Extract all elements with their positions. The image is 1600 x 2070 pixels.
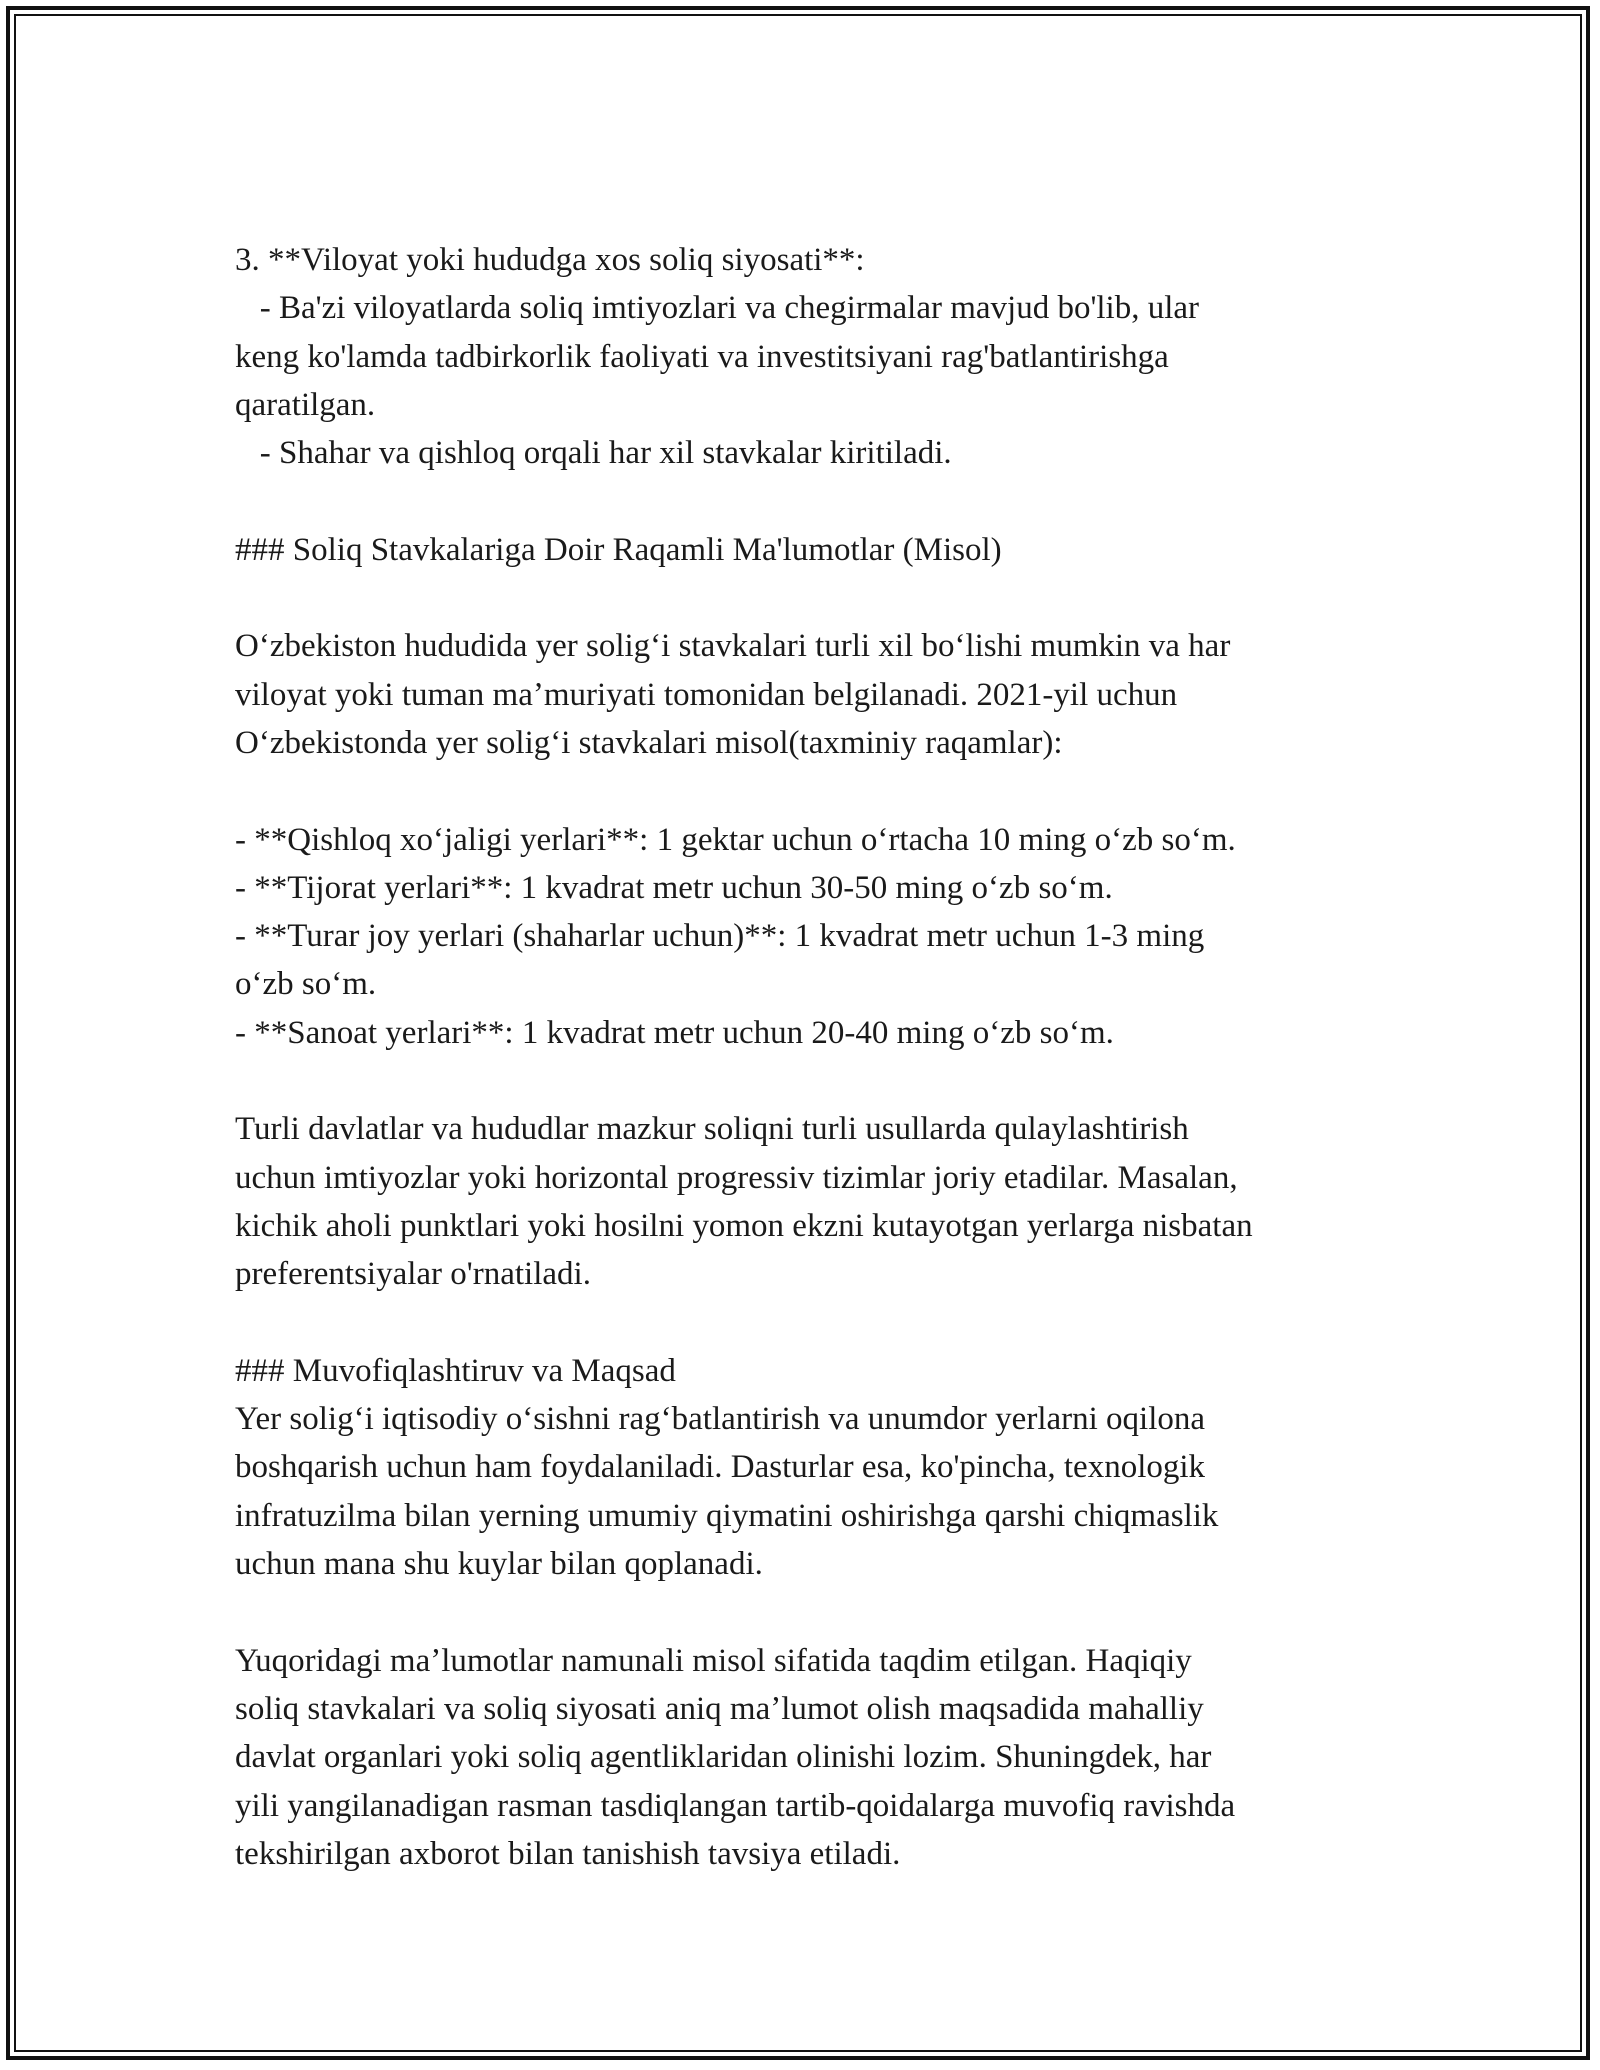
text-line: 3. **Viloyat yoki hududga xos soliq siyosati**: <box>235 242 865 278</box>
section-heading: ### Muvofiqlashtiruv va Maqsad <box>235 1352 676 1389</box>
text-line: yili yangilanadigan rasman tasdiqlangan tartib-qoidalarga muvofiq ravishda <box>235 1787 1236 1824</box>
text-line: uchun imtiyozlar yoki horizontal progressiv tizimlar joriy etadilar. Masalan, <box>235 1159 1238 1196</box>
text-line: preferentsiyalar o'rnatiladi. <box>235 1256 591 1293</box>
text-line: soliq stavkalari va soliq siyosati aniq maʼlumot olish maqsadida mahalliy <box>235 1690 1204 1727</box>
blank-line <box>235 1588 1375 1636</box>
text-line: Turli davlatlar va hududlar mazkur soliqni turli usullarda qulaylashtirish <box>235 1111 1189 1148</box>
text-line: viloyat yoki tuman maʼmuriyati tomonidan belgilanadi. 2021-yil uchun <box>235 676 1178 713</box>
text-line: Oʻzbekiston hududida yer soligʻi stavkalari turli xil boʻlishi mumkin va har <box>235 628 1231 665</box>
text-line: Yuqoridagi maʼlumotlar namunali misol sifatida taqdim etilgan. Haqiqiy <box>235 1642 1192 1679</box>
text-line: keng ko'lamda tadbirkorlik faoliyati va investitsiyani rag'batlantirishga <box>235 338 1169 375</box>
text-line: davlat organlari yoki soliq agentliklaridan olinishi lozim. Shuningdek, har <box>235 1739 1212 1776</box>
blank-line <box>235 477 1375 525</box>
section-heading: ### Soliq Stavkalariga Doir Raqamli Ma'lumotlar (Misol) <box>235 531 1002 568</box>
blank-line <box>235 1057 1375 1105</box>
list-item: - **Tijorat yerlari**: 1 kvadrat metr uchun 30-50 ming oʻzb soʻm. <box>235 869 1113 906</box>
list-item: - **Sanoat yerlari**: 1 kvadrat metr uchun 20-40 ming oʻzb soʻm. <box>235 1014 1114 1051</box>
text-line: infratuzilma bilan yerning umumiy qiymatini oshirishga qarshi chiqmaslik <box>235 1497 1219 1534</box>
document-body <box>235 236 1375 1878</box>
blank-line <box>235 1299 1375 1347</box>
text-line: Yer soligʻi iqtisodiy oʻsishni ragʻbatlantirish va unumdor yerlarni oqilona <box>235 1401 1206 1438</box>
list-item: - **Turar joy yerlari (shaharlar uchun)**: 1 kvadrat metr uchun 1-3 ming <box>235 918 1205 955</box>
blank-line <box>235 574 1375 622</box>
text-line: uchun mana shu kuylar bilan qoplanadi. <box>235 1546 763 1583</box>
text-line: boshqarish uchun ham foydalaniladi. Dasturlar esa, ko'pincha, texnologik <box>235 1449 1206 1486</box>
text-line: kichik aholi punktlari yoki hosilni yomon ekzni kutayotgan yerlarga nisbatan <box>235 1207 1253 1244</box>
list-item: - **Qishloq xoʻjaligi yerlari**: 1 gektar uchun oʻrtacha 10 ming oʻzb soʻm. <box>235 821 1236 858</box>
blank-line <box>235 767 1375 815</box>
text-line: qaratilgan. <box>235 386 376 423</box>
text-line: Oʻzbekistonda yer soligʻi stavkalari misol(taxminiy raqamlar): <box>235 724 1063 761</box>
text-line: oʻzb soʻm. <box>235 966 377 1003</box>
text-line: - Ba'zi viloyatlarda soliq imtiyozlari va chegirmalar mavjud bo'lib, ular <box>235 290 1200 327</box>
text-line: tekshirilgan axborot bilan tanishish tavsiya etiladi. <box>235 1835 901 1872</box>
text-line: - Shahar va qishloq orqali har xil stavkalar kiritiladi. <box>235 435 952 472</box>
